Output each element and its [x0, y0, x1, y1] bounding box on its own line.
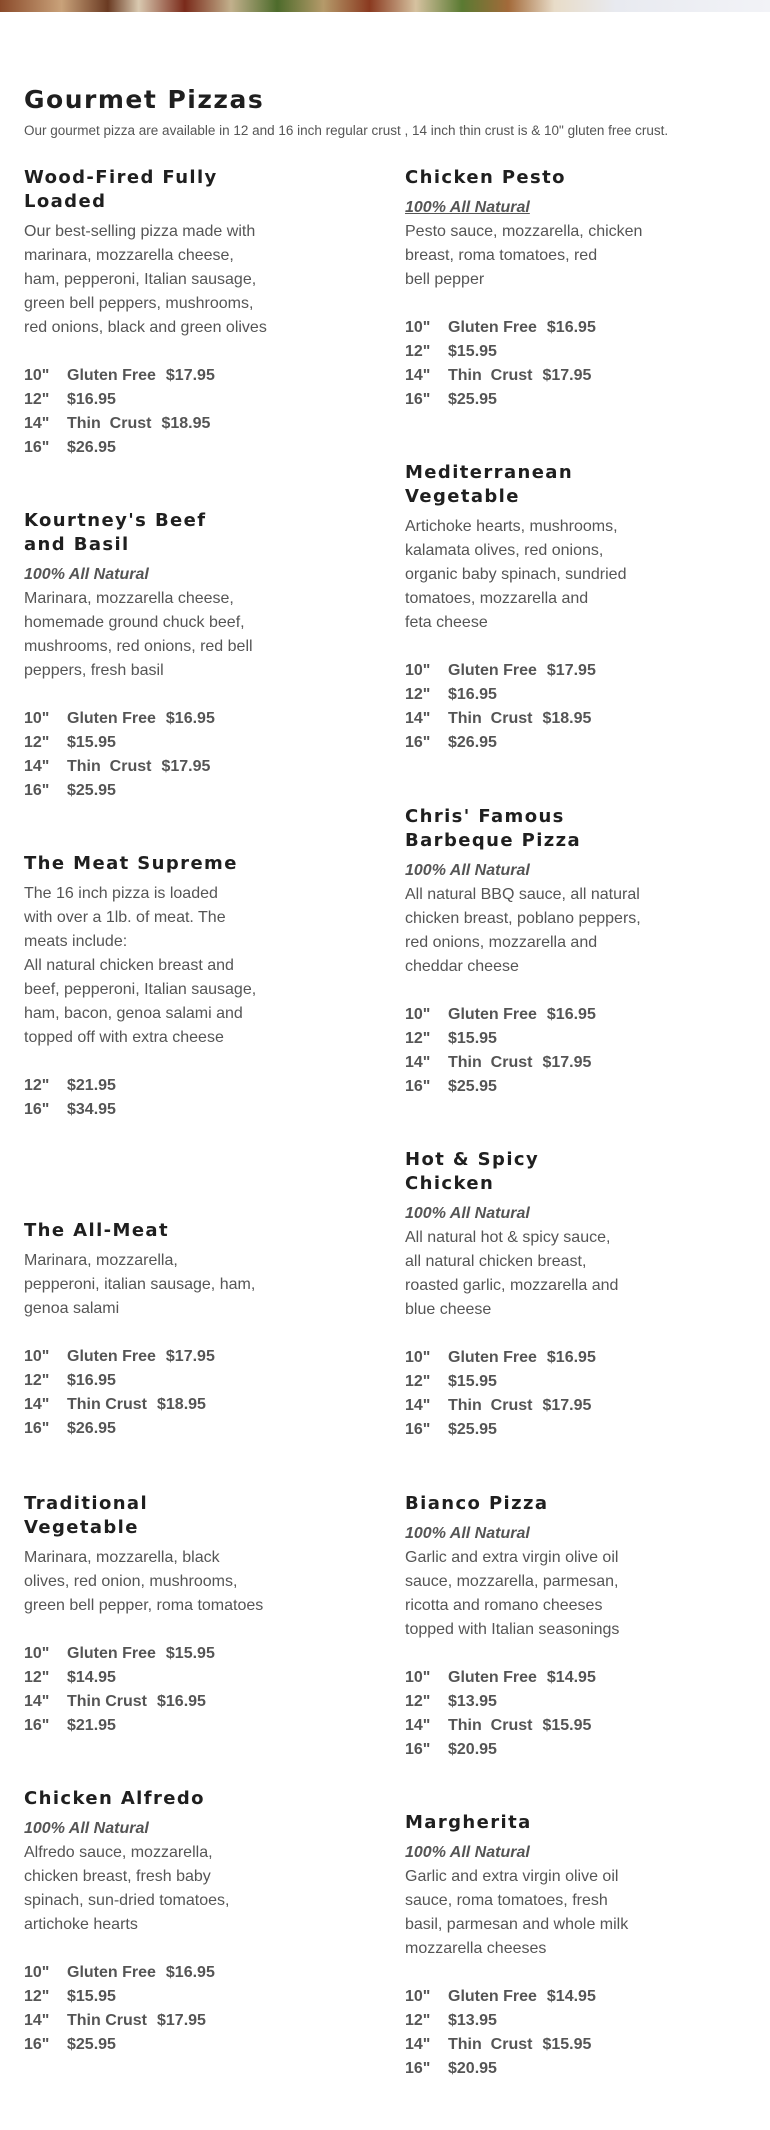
- price-row: [405, 1418, 705, 1442]
- item-name: Chicken Pesto: [405, 167, 566, 188]
- price-row: [405, 388, 705, 412]
- price-value: $15.95: [67, 734, 116, 751]
- all-natural-label: 100% All Natural: [405, 862, 530, 879]
- item-description: Pesto sauce, mozzarella, chicken breast, roma tomatoes, red bell pepper: [405, 223, 643, 288]
- size-label: 12": [405, 343, 431, 360]
- price-value: $14.95: [546, 1669, 596, 1686]
- crust-label: Thin Crust: [448, 1717, 533, 1734]
- price-row: [405, 683, 705, 707]
- crust-label: Thin Crust: [448, 1397, 533, 1414]
- size-label: 16": [405, 391, 431, 408]
- size-label: 16": [405, 734, 431, 751]
- item-name: Bianco Pizza: [405, 1493, 549, 1514]
- price-value: $15.95: [448, 343, 497, 360]
- price-value: $25.95: [448, 391, 497, 408]
- price-row: [405, 1027, 705, 1051]
- item-description: All natural BBQ sauce, all natural chicken breast, poblano peppers, red onions, mozzarella and cheddar cheese: [405, 886, 641, 975]
- price-list: [24, 1074, 324, 1122]
- crust-label: Gluten Free: [448, 1006, 537, 1023]
- size-label: 16": [405, 1741, 431, 1758]
- size-label: 12": [24, 1669, 50, 1686]
- price-row: [24, 2033, 324, 2057]
- crust-label: Gluten Free: [67, 710, 156, 727]
- price-value: $15.95: [542, 2036, 592, 2053]
- price-row: [405, 1714, 705, 1738]
- price-value: $18.95: [161, 415, 211, 432]
- size-label: 16": [24, 439, 50, 456]
- crust-label: Gluten Free: [67, 1964, 156, 1981]
- price-value: $17.95: [165, 1348, 215, 1365]
- price-value: $13.95: [448, 1693, 497, 1710]
- price-row: [24, 388, 324, 412]
- menu-item-traditional-vegetable: [24, 1492, 324, 1738]
- all-natural-label: 100% All Natural: [24, 1820, 149, 1837]
- size-label: 12": [24, 734, 50, 751]
- size-label: 16": [405, 1078, 431, 1095]
- price-value: $15.95: [67, 1988, 116, 2005]
- size-label: 12": [24, 391, 50, 408]
- price-row: [405, 1075, 705, 1099]
- item-description: The 16 inch pizza is loaded with over a 1lb. of meat. The meats include: All natural chicken breast and beef, pepperoni, Italian sausage, ham, bacon, genoa salami and topped off with extra cheese: [24, 885, 257, 1046]
- price-row: [24, 364, 324, 388]
- size-label: 14": [405, 1054, 431, 1071]
- price-row: [24, 707, 324, 731]
- price-value: $18.95: [542, 710, 592, 727]
- price-value: $15.95: [542, 1717, 592, 1734]
- crust-label: Thin Crust: [67, 1693, 147, 1710]
- item-name: Traditional Vegetable: [24, 1493, 149, 1538]
- price-value: $17.95: [157, 2012, 206, 2029]
- item-name: Margherita: [405, 1812, 532, 1833]
- size-label: 10": [405, 1669, 431, 1686]
- price-row: [24, 1690, 324, 1714]
- size-label: 14": [405, 1717, 431, 1734]
- size-label: 10": [405, 1006, 431, 1023]
- item-description: Garlic and extra virgin olive oil sauce, roma tomatoes, fresh basil, parmesan and whole milk mozzarella cheeses: [405, 1868, 629, 1957]
- price-value: $15.95: [448, 1373, 497, 1390]
- menu-item-chicken-pesto: [405, 166, 705, 412]
- price-list: [24, 707, 324, 803]
- size-label: 10": [24, 367, 50, 384]
- price-value: $17.95: [546, 662, 596, 679]
- all-natural-label: 100% All Natural: [405, 1844, 530, 1861]
- price-value: $18.95: [157, 1396, 206, 1413]
- crust-label: Gluten Free: [448, 1988, 537, 2005]
- item-description: Alfredo sauce, mozzarella, chicken breast, fresh baby spinach, sun-dried tomatoes, artichoke hearts: [24, 1844, 230, 1933]
- price-value: $16.95: [546, 319, 596, 336]
- menu-header: [24, 84, 744, 140]
- price-row: [405, 1394, 705, 1418]
- price-list: [405, 659, 705, 755]
- size-label: 10": [405, 662, 431, 679]
- price-row: [405, 364, 705, 388]
- price-value: $34.95: [67, 1101, 116, 1118]
- size-label: 12": [405, 2012, 431, 2029]
- size-label: 12": [405, 1693, 431, 1710]
- price-row: [24, 731, 324, 755]
- item-name: Chicken Alfredo: [24, 1788, 205, 1809]
- price-value: $20.95: [448, 2060, 497, 2077]
- price-value: $13.95: [448, 2012, 497, 2029]
- price-row: [405, 1346, 705, 1370]
- item-description: Our best-selling pizza made with marinara, mozzarella cheese, ham, pepperoni, Italian sausage, green bell peppers, mushrooms, red onions, black and green olives: [24, 223, 267, 336]
- page-title: Gourmet Pizzas: [24, 85, 265, 114]
- price-row: [405, 1370, 705, 1394]
- price-row: [24, 1417, 324, 1441]
- size-label: 10": [24, 1645, 50, 1662]
- price-value: $17.95: [165, 367, 215, 384]
- price-row: [24, 1666, 324, 1690]
- item-description: Garlic and extra virgin olive oil sauce, mozzarella, parmesan, ricotta and romano cheeses topped with Italian seasonings: [405, 1549, 620, 1638]
- size-label: 16": [24, 2036, 50, 2053]
- price-value: $16.95: [67, 391, 116, 408]
- size-label: 10": [405, 1988, 431, 2005]
- price-row: [405, 1051, 705, 1075]
- price-value: $16.95: [67, 1372, 116, 1389]
- item-name: Hot & Spicy Chicken: [405, 1149, 540, 1194]
- price-row: [405, 1666, 705, 1690]
- price-list: [405, 316, 705, 412]
- menu-item-the-all-meat: [24, 1219, 324, 1441]
- menu-item-wood-fired-fully-loaded: [24, 166, 324, 460]
- crust-label: Gluten Free: [448, 1349, 537, 1366]
- menu-item-margherita: [405, 1811, 705, 2081]
- price-row: [24, 1393, 324, 1417]
- menu-subtitle: Our gourmet pizza are available in 12 and 16 inch regular crust , 14 inch thin crust is & 10" gluten free crust.: [24, 123, 669, 138]
- pizza-banner-image: [0, 0, 770, 12]
- price-row: [405, 731, 705, 755]
- size-label: 16": [24, 1717, 50, 1734]
- price-list: [24, 1345, 324, 1441]
- menu-item-hot-and-spicy-chicken: [405, 1148, 705, 1442]
- price-value: $21.95: [67, 1717, 116, 1734]
- price-list: [405, 1985, 705, 2081]
- size-label: 14": [24, 1396, 50, 1413]
- all-natural-label: 100% All Natural: [405, 1525, 530, 1542]
- crust-label: Gluten Free: [67, 1645, 156, 1662]
- price-row: [24, 1345, 324, 1369]
- menu-item-chris-famous-barbeque-pizza: [405, 805, 705, 1099]
- price-value: $26.95: [448, 734, 497, 751]
- size-label: 14": [405, 2036, 431, 2053]
- size-label: 12": [24, 1372, 50, 1389]
- price-value: $25.95: [67, 2036, 116, 2053]
- crust-label: Gluten Free: [448, 662, 537, 679]
- price-list: [24, 364, 324, 460]
- price-value: $17.95: [161, 758, 211, 775]
- price-row: [405, 707, 705, 731]
- size-label: 14": [24, 2012, 50, 2029]
- price-row: [405, 2057, 705, 2081]
- menu-item-kourtneys-beef-and-basil: [24, 509, 324, 803]
- price-value: $25.95: [448, 1078, 497, 1095]
- all-natural-label: 100% All Natural: [405, 199, 530, 216]
- price-list: [24, 1961, 324, 2057]
- crust-label: Thin Crust: [67, 758, 152, 775]
- price-row: [24, 779, 324, 803]
- price-row: [24, 1985, 324, 2009]
- price-value: $16.95: [546, 1006, 596, 1023]
- price-row: [405, 1985, 705, 2009]
- price-row: [24, 1961, 324, 1985]
- item-name: The All-Meat: [24, 1220, 169, 1241]
- size-label: 14": [24, 1693, 50, 1710]
- item-name: The Meat Supreme: [24, 853, 238, 874]
- crust-label: Gluten Free: [448, 319, 537, 336]
- size-label: 16": [24, 1420, 50, 1437]
- all-natural-label: 100% All Natural: [24, 566, 149, 583]
- price-list: [24, 1642, 324, 1738]
- crust-label: Thin Crust: [67, 2012, 147, 2029]
- item-name: Chris' Famous Barbeque Pizza: [405, 806, 582, 851]
- price-row: [405, 1738, 705, 1762]
- price-row: [405, 340, 705, 364]
- price-row: [405, 316, 705, 340]
- price-row: [405, 659, 705, 683]
- item-name: Wood-Fired Fully Loaded: [24, 167, 218, 212]
- size-label: 10": [405, 319, 431, 336]
- price-value: $17.95: [542, 1397, 592, 1414]
- price-row: [24, 2009, 324, 2033]
- crust-label: Thin Crust: [448, 2036, 533, 2053]
- size-label: 12": [405, 686, 431, 703]
- price-value: $16.95: [165, 1964, 215, 1981]
- price-row: [24, 755, 324, 779]
- menu-item-chicken-alfredo: [24, 1787, 324, 2057]
- price-value: $17.95: [542, 1054, 592, 1071]
- price-row: [24, 1714, 324, 1738]
- price-value: $15.95: [448, 1030, 497, 1047]
- price-value: $14.95: [546, 1988, 596, 2005]
- size-label: 16": [24, 1101, 50, 1118]
- item-name: Mediterranean Vegetable: [405, 462, 574, 507]
- price-value: $16.95: [165, 710, 215, 727]
- crust-label: Gluten Free: [67, 1348, 156, 1365]
- item-description: Marinara, mozzarella, black olives, red onion, mushrooms, green bell pepper, roma tomatoes: [24, 1549, 264, 1614]
- price-row: [24, 1642, 324, 1666]
- size-label: 12": [24, 1077, 50, 1094]
- size-label: 16": [24, 782, 50, 799]
- price-row: [24, 1369, 324, 1393]
- price-value: $15.95: [165, 1645, 215, 1662]
- price-value: $17.95: [542, 367, 592, 384]
- size-label: 16": [405, 1421, 431, 1438]
- price-value: $25.95: [448, 1421, 497, 1438]
- size-label: 14": [24, 415, 50, 432]
- price-row: [24, 1074, 324, 1098]
- item-name: Kourtney's Beef and Basil: [24, 510, 207, 555]
- item-description: Marinara, mozzarella cheese, homemade ground chuck beef, mushrooms, red onions, red bell peppers, fresh basil: [24, 590, 253, 679]
- price-value: $25.95: [67, 782, 116, 799]
- size-label: 12": [405, 1030, 431, 1047]
- all-natural-label: 100% All Natural: [405, 1205, 530, 1222]
- price-value: $16.95: [546, 1349, 596, 1366]
- price-value: $16.95: [448, 686, 497, 703]
- item-description: All natural hot & spicy sauce, all natural chicken breast, roasted garlic, mozzarella and blue cheese: [405, 1229, 619, 1318]
- menu-item-the-meat-supreme: [24, 852, 324, 1122]
- crust-label: Thin Crust: [67, 1396, 147, 1413]
- price-row: [24, 1098, 324, 1122]
- price-value: $21.95: [67, 1077, 116, 1094]
- price-value: $20.95: [448, 1741, 497, 1758]
- crust-label: Thin Crust: [67, 415, 152, 432]
- price-list: [405, 1666, 705, 1762]
- size-label: 10": [24, 1964, 50, 1981]
- size-label: 10": [24, 1348, 50, 1365]
- crust-label: Gluten Free: [448, 1669, 537, 1686]
- crust-label: Thin Crust: [448, 1054, 533, 1071]
- crust-label: Gluten Free: [67, 367, 156, 384]
- size-label: 10": [24, 710, 50, 727]
- price-value: $26.95: [67, 1420, 116, 1437]
- size-label: 14": [405, 1397, 431, 1414]
- size-label: 14": [405, 710, 431, 727]
- size-label: 12": [405, 1373, 431, 1390]
- price-row: [405, 2009, 705, 2033]
- price-row: [24, 412, 324, 436]
- size-label: 10": [405, 1349, 431, 1366]
- price-row: [405, 1690, 705, 1714]
- crust-label: Thin Crust: [448, 710, 533, 727]
- price-row: [24, 436, 324, 460]
- price-row: [405, 1003, 705, 1027]
- size-label: 14": [405, 367, 431, 384]
- price-row: [405, 2033, 705, 2057]
- price-value: $26.95: [67, 439, 116, 456]
- menu-item-bianco-pizza: [405, 1492, 705, 1762]
- price-list: [405, 1003, 705, 1099]
- crust-label: Thin Crust: [448, 367, 533, 384]
- size-label: 12": [24, 1988, 50, 2005]
- item-description: Marinara, mozzarella, pepperoni, italian sausage, ham, genoa salami: [24, 1252, 256, 1317]
- item-description: Artichoke hearts, mushrooms, kalamata olives, red onions, organic baby spinach, sundried tomatoes, mozzarella and feta cheese: [405, 518, 627, 631]
- price-value: $14.95: [67, 1669, 116, 1686]
- size-label: 16": [405, 2060, 431, 2077]
- menu-item-mediterranean-vegetable: [405, 461, 705, 755]
- size-label: 14": [24, 758, 50, 775]
- price-value: $16.95: [157, 1693, 206, 1710]
- price-list: [405, 1346, 705, 1442]
